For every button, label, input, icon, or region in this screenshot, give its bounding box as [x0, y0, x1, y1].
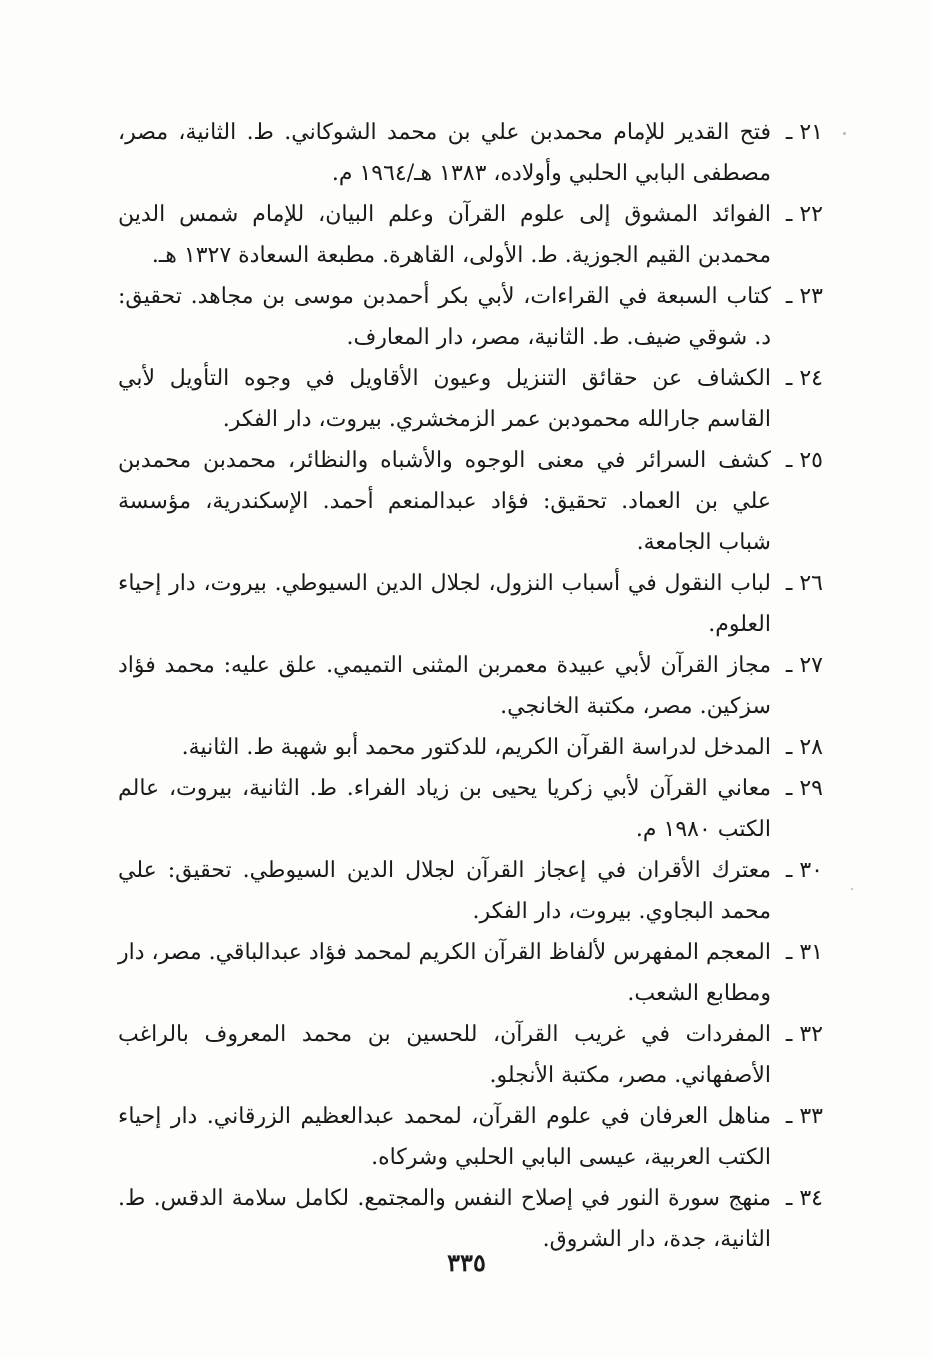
- reference-number: ٣١ ـ: [785, 940, 823, 965]
- reference-number: ٢١ ـ: [785, 120, 823, 145]
- scan-speck: [843, 132, 846, 135]
- scan-speck: [851, 888, 853, 890]
- reference-text: الفوائد المشوق إلى علوم القرآن وعلم البيان، للإمام شمس الدين محمدبن القيم الجوزية. ط. الأولى، القاهرة. مطبعة السعادة ١٣٢٧ هـ.: [118, 202, 771, 268]
- reference-number: ٣٢ ـ: [785, 1022, 823, 1047]
- reference-number: ٢٩ ـ: [785, 776, 823, 801]
- reference-text: مجاز القرآن لأبي عبيدة معمربن المثنى التميمي. علق عليه: محمد فؤاد سزكين. مصر، مكتبة الخانجي.: [118, 653, 771, 719]
- reference-item: [118, 850, 823, 932]
- reference-number: ٢٣ ـ: [785, 284, 823, 309]
- reference-text: مناهل العرفان في علوم القرآن، لمحمد عبدالعظيم الزرقاني. دار إحياء الكتب العربية، عيسى البابي الحلبي وشركاه.: [118, 1104, 771, 1170]
- reference-item: [118, 645, 823, 727]
- page-number: ٣٣٥: [447, 1248, 486, 1277]
- reference-text: لباب النقول في أسباب النزول، لجلال الدين السيوطي. بيروت، دار إحياء العلوم.: [118, 571, 771, 637]
- reference-item: [118, 563, 823, 645]
- reference-number: ٢٢ ـ: [785, 202, 823, 227]
- reference-number: ٣٠ ـ: [785, 858, 823, 883]
- reference-number: ٢٤ ـ: [785, 366, 823, 391]
- reference-item: [118, 358, 823, 440]
- reference-item: [118, 1096, 823, 1178]
- reference-list: [118, 112, 823, 1260]
- reference-item: [118, 1014, 823, 1096]
- reference-number: ٢٥ ـ: [785, 448, 823, 473]
- reference-item: [118, 194, 823, 276]
- reference-item: [118, 727, 823, 768]
- reference-number: ٢٧ ـ: [785, 653, 823, 678]
- reference-item: [118, 932, 823, 1014]
- reference-text: منهج سورة النور في إصلاح النفس والمجتمع. لكامل سلامة الدقس. ط. الثانية، جدة، دار الشروق.: [118, 1186, 771, 1252]
- reference-text: معترك الأقران في إعجاز القرآن لجلال الدين السيوطي. تحقيق: علي محمد البجاوي. بيروت، دار الفكر.: [118, 858, 771, 924]
- reference-text: كتاب السبعة في القراءات، لأبي بكر أحمدبن موسى بن مجاهد. تحقيق: د. شوقي ضيف. ط. الثانية، مصر، دار المعارف.: [118, 284, 771, 350]
- reference-text: كشف السرائر في معنى الوجوه والأشباه والنظائر، محمدبن محمدبن علي بن العماد. تحقيق: فؤاد عبدالمنعم أحمد. الإسكندرية، مؤسسة شباب الجامعة.: [118, 448, 771, 555]
- reference-item: [118, 768, 823, 850]
- reference-text: معاني القرآن لأبي زكريا يحيى بن زياد الفراء. ط. الثانية، بيروت، عالم الكتب ١٩٨٠ م.: [118, 776, 771, 842]
- reference-text: المدخل لدراسة القرآن الكريم، للدكتور محمد أبو شهبة ط. الثانية.: [181, 735, 771, 760]
- reference-text: فتح القدير للإمام محمدبن علي بن محمد الشوكاني. ط. الثانية، مصر، مصطفى البابي الحلبي وأولاده، ١٣٨٣ هـ/١٩٦٤ م.: [118, 120, 771, 186]
- reference-item: [118, 112, 823, 194]
- reference-text: المعجم المفهرس لألفاظ القرآن الكريم لمحمد فؤاد عبدالباقي. مصر، دار ومطابع الشعب.: [117, 940, 771, 1006]
- reference-text: المفردات في غريب القرآن، للحسين بن محمد المعروف بالراغب الأصفهاني. مصر، مكتبة الأنجلو.: [118, 1022, 771, 1088]
- reference-item: [118, 276, 823, 358]
- reference-text: الكشاف عن حقائق التنزيل وعيون الأقاويل في وجوه التأويل لأبي القاسم جارالله محمودبن عمر الزمخشري. بيروت، دار الفكر.: [118, 366, 771, 432]
- reference-number: ٣٣ ـ: [785, 1104, 823, 1129]
- reference-number: ٣٤ ـ: [785, 1186, 823, 1211]
- reference-item: [118, 440, 823, 563]
- reference-number: ٢٦ ـ: [785, 571, 823, 596]
- reference-number: ٢٨ ـ: [785, 735, 823, 760]
